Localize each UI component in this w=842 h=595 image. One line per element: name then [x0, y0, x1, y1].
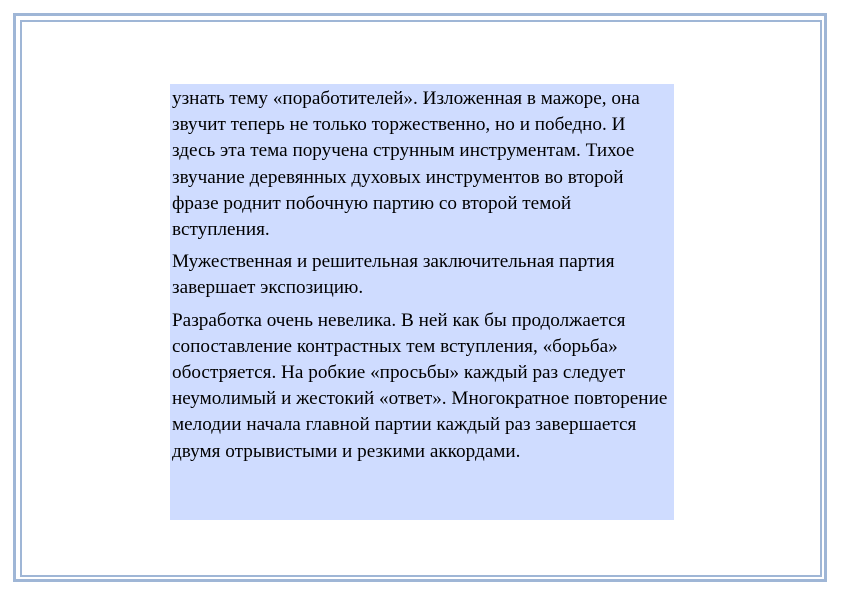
text-block	[170, 84, 674, 520]
paragraph-2: Мужественная и решительная заключительная партия завершает экспозицию.	[172, 251, 615, 299]
paragraph-1: узнать тему «поработителей». Изложенная в мажоре, она звучит теперь не только торжественно, но и победно. И здесь эта тема поручена струнным инструментам. Тихое звучание деревянных духовых инструментов во второй фразе роднит побочную партию со второй темой вступления.	[172, 88, 640, 241]
paragraph-3: Разработка очень невелика. В ней как бы продолжается сопоставление контрастных тем вступления, «борьба» обостряется. На робкие «просьбы» каждый раз следует неумолимый и жестокий «ответ». Многократное повторение мелодии начала главной партии каждый раз завершается двумя отрывистыми и резкими аккордами.	[172, 309, 668, 462]
